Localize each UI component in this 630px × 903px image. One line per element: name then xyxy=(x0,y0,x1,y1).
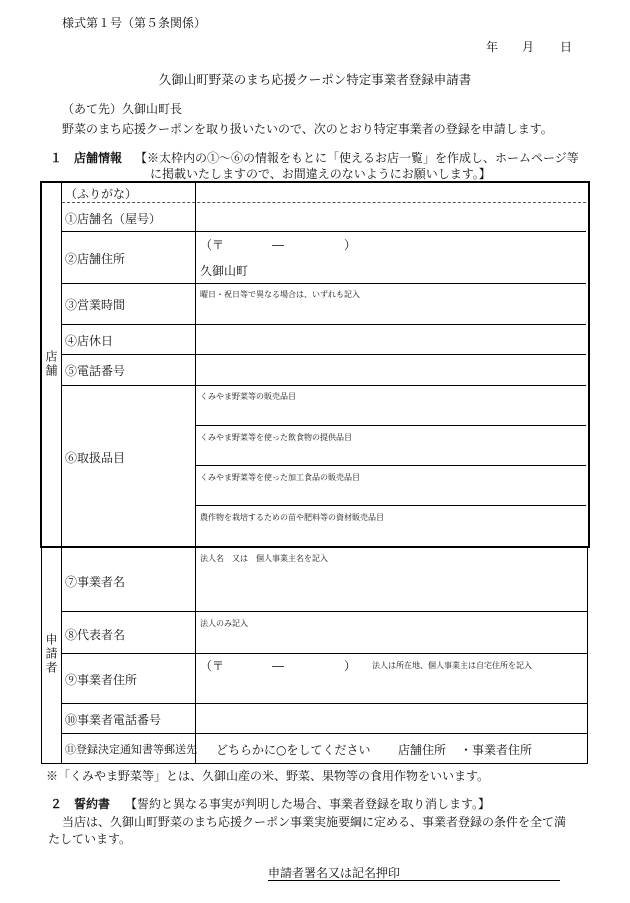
store-group-label: 店舗 xyxy=(44,350,58,378)
representative-label: ⑧代表者名 xyxy=(65,628,126,642)
row-divider-2 xyxy=(62,283,586,284)
mailing-instruction: どちらかに○をしてください xyxy=(216,743,371,757)
business-postal: （〒 ― ） xyxy=(200,659,357,673)
applicant-frame-right xyxy=(587,546,588,764)
signature-label: 申請者署名又は記名押印 xyxy=(268,866,401,880)
date-year: 年 xyxy=(486,40,499,54)
row-divider-7 xyxy=(62,653,587,654)
addressee: （あて先）久御山町長 xyxy=(62,102,183,116)
applicant-group-label: 申請者 xyxy=(44,633,58,675)
date-day: 日 xyxy=(560,40,573,54)
phone-field[interactable] xyxy=(196,355,586,385)
business-name-field[interactable] xyxy=(196,566,587,611)
section2-number: ２ xyxy=(50,797,63,811)
hours-label: ③営業時間 xyxy=(65,298,126,312)
items-hint-4: 農作物を栽培するための苗や肥料等の資材販売品目 xyxy=(200,513,384,522)
business-address-label: ⑨事業者住所 xyxy=(65,673,138,687)
store-address-label: ②店舗住所 xyxy=(65,252,126,266)
items-hint-2: くみやま野菜等を使った飲食物の提供品目 xyxy=(200,433,352,442)
holiday-label: ④店休日 xyxy=(65,334,114,348)
pledge-body-line1: 当店は、久御山町野菜のまち応援クーポン事業実施要綱に定める、事業者登録の条件を全て満 xyxy=(62,815,567,829)
representative-hint: 法人のみ記入 xyxy=(200,619,248,628)
items-divider-2 xyxy=(196,465,586,466)
items-hint-1: くみやま野菜等の販売品目 xyxy=(200,392,296,401)
hours-field[interactable] xyxy=(196,300,586,324)
section1-heading: 店舗情報 xyxy=(74,151,123,165)
business-phone-label: ⑩事業者電話番号 xyxy=(65,713,162,727)
row-divider-5 xyxy=(62,385,586,386)
row-divider-1 xyxy=(62,231,586,232)
business-phone-field[interactable] xyxy=(196,704,587,733)
store-postal: （〒 ― ） xyxy=(200,238,357,252)
items-divider-1 xyxy=(196,425,586,426)
date-month: 月 xyxy=(522,40,535,54)
signature-line[interactable] xyxy=(268,880,560,881)
applicant-frame-bottom xyxy=(41,763,588,764)
row-divider-9 xyxy=(62,733,587,734)
furigana-label: （ふりがな） xyxy=(65,187,138,201)
applicant-frame-left xyxy=(41,546,42,764)
business-name-hint: 法人名 又は 個人事業主名を記入 xyxy=(200,554,328,563)
intro-text: 野菜のまち応援クーポンを取り扱いたいので、次のとおり特定事業者の登録を申請します。 xyxy=(62,122,553,136)
items-divider-3 xyxy=(196,505,586,506)
furigana-field[interactable] xyxy=(196,183,586,202)
store-name-field[interactable] xyxy=(196,203,586,231)
mailing-option-store[interactable]: 店舗住所 xyxy=(398,743,447,757)
section1-note-line1: 【※太枠内の①～⑥の情報をもとに「使えるお店一覧」を作成し、ホームページ等 xyxy=(135,151,579,165)
section2-note: 【誓約と異なる事実が判明した場合、事業者登録を取り消します。】 xyxy=(125,797,491,811)
footnote: ※「くみやま野菜等」とは、久御山産の米、野菜、果物等の食用作物をいいます。 xyxy=(46,769,490,783)
business-name-label: ⑦事業者名 xyxy=(65,575,126,589)
business-address-field[interactable] xyxy=(196,674,587,703)
col-divider-1 xyxy=(61,183,62,763)
form-number: 様式第１号（第５条関係） xyxy=(62,16,207,30)
store-town: 久御山町 xyxy=(200,264,249,278)
mailing-option-business[interactable]: ・事業者住所 xyxy=(460,743,533,757)
pledge-body-line2: たしています。 xyxy=(48,832,132,846)
section1-number: １ xyxy=(50,151,63,165)
section1-note-line2: に掲載いたしますので、お間違えのないようにお願いします。】 xyxy=(150,167,491,181)
document-title: 久御山町野菜のまち応援クーポン特定事業者登録申請書 xyxy=(158,72,472,87)
items-label: ⑥取扱品目 xyxy=(65,451,126,465)
store-name-label: ①店舗名（屋号） xyxy=(65,212,162,226)
hours-hint: 曜日・祝日等で異なる場合は、いずれも記入 xyxy=(200,290,360,299)
business-address-hint: 法人は所在地、個人事業主は自宅住所を記入 xyxy=(372,661,532,670)
items-hint-3: くみやま野菜等を使った加工食品の販売品目 xyxy=(200,473,360,482)
mailing-label: ⑪登録決定通知書等郵送先 xyxy=(65,743,197,756)
phone-label: ⑤電話番号 xyxy=(65,364,126,378)
section2-heading: 誓約書 xyxy=(74,797,111,811)
holiday-field[interactable] xyxy=(196,325,586,354)
representative-field[interactable] xyxy=(196,630,587,653)
row-divider-6 xyxy=(62,611,587,612)
store-address-field[interactable] xyxy=(250,258,586,283)
